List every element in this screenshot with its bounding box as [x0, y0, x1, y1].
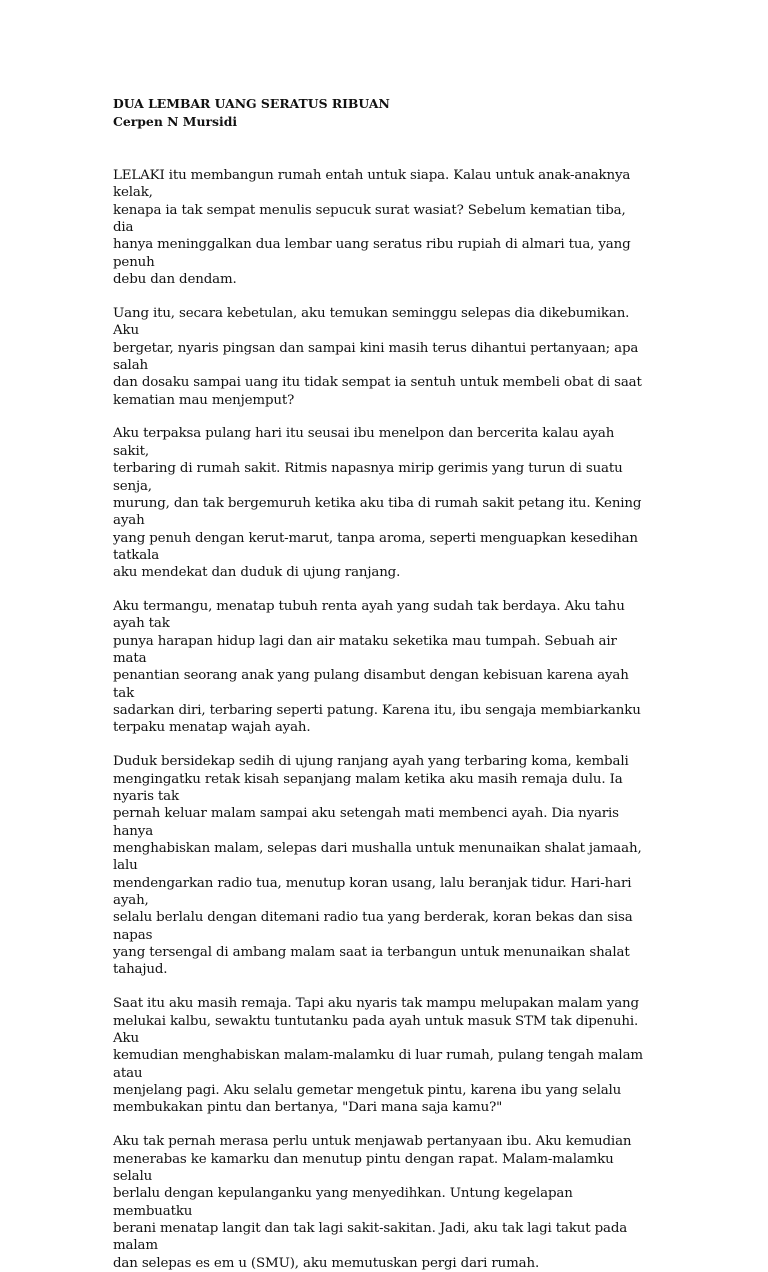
byline: Cerpen N Mursidi — [113, 114, 238, 129]
title-block — [113, 95, 648, 131]
paragraph: LELAKI itu membangun rumah entah untuk siapa. Kalau untuk anak-anaknya kelak, kenapa ia tak sempat menulis sepucuk surat wasiat? Sebelum kematian tiba, dia hanya meninggalkan dua lembar uang seratus ribu rupiah di almari tua, yang penuh debu dan dendam. — [113, 168, 631, 288]
paragraph: Aku tak pernah merasa perlu untuk menjawab pertanyaan ibu. Aku kemudian menerabas ke kamarku dan menutup pintu dengan rapat. Malam-malamku selalu berlalu dengan kepulanganku yang menyedihkan. Untung kegelapan membuatku berani menatap langit dan tak lagi sakit-sakitan. Jadi, aku tak lagi takut pada malam dan selepas es em u (SMU), aku memutuskan pergi dari rumah. — [113, 1134, 632, 1271]
paragraph: Uang itu, secara kebetulan, aku temukan seminggu selepas dia dikebumikan. Aku bergetar, nyaris pingsan dan sampai kini masih terus dihantui pertanyaan; apa salah dan dosaku sampai uang itu tidak sempat ia sentuh untuk membeli obat di saat kematian mau menjemput? — [113, 305, 642, 408]
paragraph: Duduk bersidekap sedih di ujung ranjang ayah yang terbaring koma, kembali mengingatku retak kisah sepanjang malam ketika aku masih remaja dulu. Ia nyaris tak pernah keluar malam sampai aku setengah mati membenci ayah. Dia nyaris hanya menghabiskan malam, selepas dari mushalla untuk menunaikan shalat jamaah, lalu mendengarkan radio tua, menutup koran usang, lalu beranjak tidur. Hari-hari ayah, selalu berlalu dengan ditemani radio tua yang berderak, koran bekas dan sisa napas yang tersengal di ambang malam saat ia terbangun untuk menunaikan shalat tahajud. — [113, 754, 642, 978]
paragraph: Saat itu aku masih remaja. Tapi aku nyaris tak mampu melupakan malam yang melukai kalbu, sewaktu tuntutanku pada ayah untuk masuk STM tak dipenuhi. Aku kemudian menghabiskan malam-malamku di luar rumah, pulang tengah malam atau menjelang pagi. Aku selalu gemetar mengetuk pintu, karena ibu yang selalu membukakan pintu dan bertanya, "Dari mana saja kamu?" — [113, 996, 643, 1116]
paragraph: Aku termangu, menatap tubuh renta ayah yang sudah tak berdaya. Aku tahu ayah tak punya harapan hidup lagi dan air mataku seketika mau tumpah. Sebuah air mata penantian seorang anak yang pulang disambut dengan kebisuan karena ayah tak sadarkan diri, terbaring seperti patung. Karena itu, ibu sengaja membiarkanku terpaku menatap wajah ayah. — [113, 599, 641, 736]
paragraph: Aku terpaksa pulang hari itu seusai ibu menelpon dan bercerita kalau ayah sakit, terbaring di rumah sakit. Ritmis napasnya mirip gerimis yang turun di suatu senja, murung, dan tak bergemuruh ketika aku tiba di rumah sakit petang itu. Kening ayah yang penuh dengan kerut-marut, tanpa aroma, seperti menguapkan kesedihan tatkala aku mendekat dan duduk di ujung ranjang. — [113, 426, 642, 581]
document-title: DUA LEMBAR UANG SERATUS RIBUAN — [113, 96, 390, 111]
story-body — [113, 167, 648, 1272]
